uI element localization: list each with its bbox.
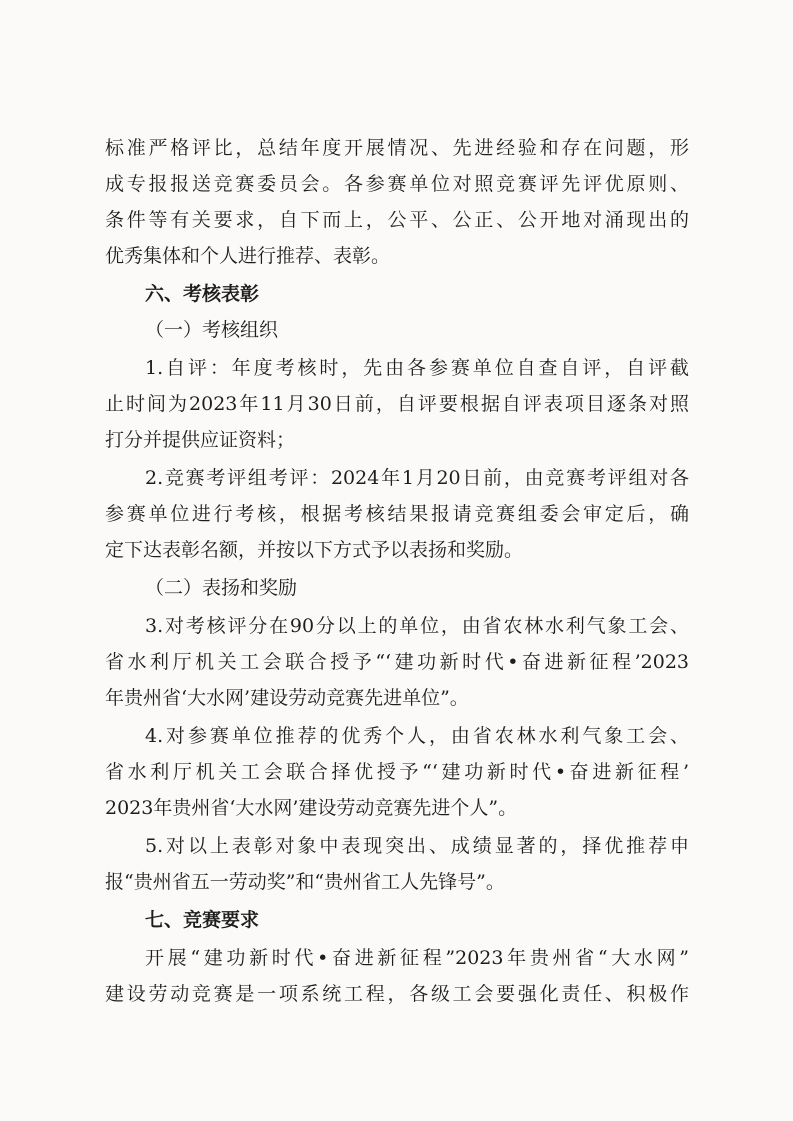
item-5-line-1: 5.对以上表彰对象中表现突出、成绩显著的，择优推荐申 <box>145 835 689 857</box>
item-4-line-3: 2023年贵州省‘大水网’建设劳动竞赛先进个人”。 <box>105 797 518 819</box>
body-line-4: 优秀集体和个人进行推荐、表彰。 <box>105 245 391 267</box>
item-1-line-2: 止时间为2023年11月30日前，自评要根据自评表项目逐条对照 <box>105 393 689 415</box>
section-heading-7: 七、竞赛要求 <box>145 909 260 931</box>
body-line-3: 条件等有关要求，自下而上，公平、公正、公开地对涌现出的 <box>105 209 689 231</box>
item-2-line-2: 参赛单位进行考核，根据考核结果报请竞赛组委会审定后，确 <box>105 503 689 525</box>
item-3-line-3: 年贵州省‘大水网’建设劳动竞赛先进单位”。 <box>105 687 469 709</box>
subsection-heading-2: （二）表扬和奖励 <box>145 577 298 599</box>
item-1-line-3: 打分并提供应证资料； <box>105 429 296 451</box>
requirements-line-2: 建设劳动竞赛是一项系统工程，各级工会要强化责任、积极作 <box>105 983 689 1005</box>
item-3-line-1: 3.对考核评分在90分以上的单位，由省农林水利气象工会、 <box>145 615 689 637</box>
section-heading-6: 六、考核表彰 <box>145 283 260 305</box>
body-line-1: 标准严格评比，总结年度开展情况、先进经验和存在问题，形 <box>105 137 689 159</box>
item-1-line-1: 1.自评：年度考核时，先由各参赛单位自查自评，自评截 <box>145 357 689 379</box>
item-2-line-3: 定下达表彰名额，并按以下方式予以表扬和奖励。 <box>105 539 524 561</box>
item-4-line-1: 4.对参赛单位推荐的优秀个人，由省农林水利气象工会、 <box>145 725 689 747</box>
subsection-heading-1: （一）考核组织 <box>145 319 279 341</box>
item-3-line-2: 省水利厅机关工会联合授予“‘建功新时代•奋进新征程’2023 <box>105 651 689 673</box>
item-2-line-1: 2.竞赛考评组考评：2024年1月20日前，由竞赛考评组对各 <box>145 467 689 489</box>
requirements-line-1: 开展“建功新时代•奋进新征程”2023年贵州省“大水网” <box>145 947 689 969</box>
item-4-line-2: 省水利厅机关工会联合择优授予“‘建功新时代•奋进新征程’ <box>105 761 689 783</box>
item-5-line-2: 报“贵州省五一劳动奖”和“贵州省工人先锋号”。 <box>105 871 505 893</box>
body-line-2: 成专报报送竞赛委员会。各参赛单位对照竞赛评先评优原则、 <box>105 173 689 195</box>
